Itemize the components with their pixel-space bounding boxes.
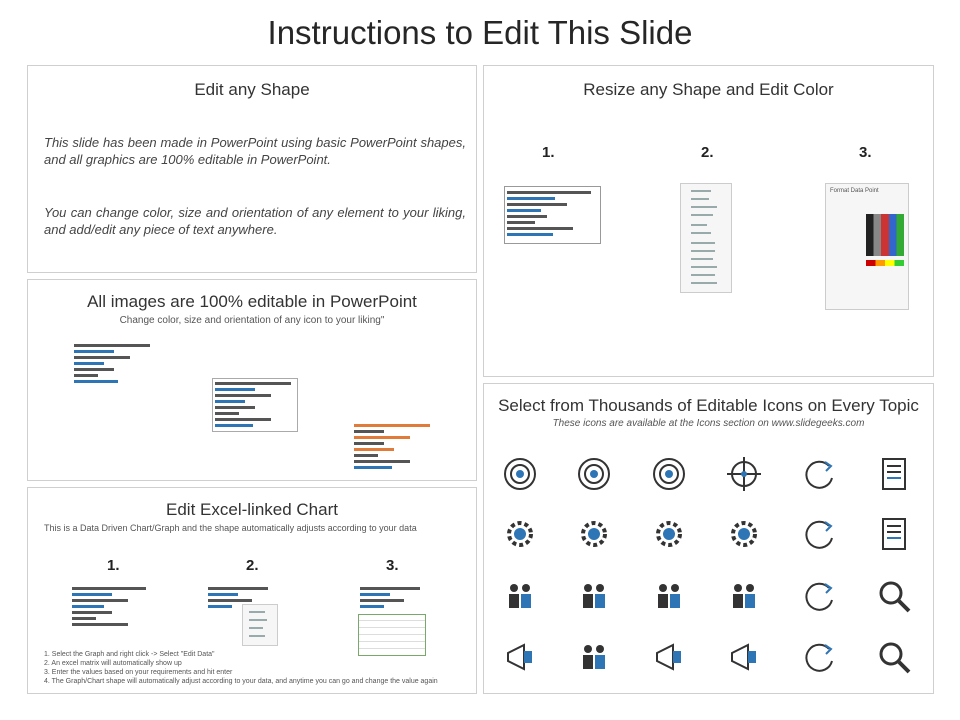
bar [507,203,567,206]
gear-icon [500,514,540,554]
dart-target-icon [574,454,614,494]
excel-title: Edit Excel-linked Chart [166,500,338,519]
resize-step-2: 2. [701,144,714,161]
sync-arrows-icon [799,576,839,616]
megaphone-icon [500,637,540,677]
excel-note-4: 4. The Graph/Chart shape will automatically adjust according to your data, and anytime you can go and change the value again [44,678,438,685]
customer-support-icon [574,637,614,677]
excel-spreadsheet[interactable] [358,614,426,656]
excel-note-1: 1. Select the Graph and right click -> Select "Edit Data" [44,651,215,658]
rotate-arrow-icon [799,454,839,494]
refresh-icon [799,514,839,554]
bar [507,209,541,212]
gear-target-icon [574,514,614,554]
magnifier-icon [874,576,914,616]
resize-step-3: 3. [859,144,872,161]
resize-title: Resize any Shape and Edit Color [583,80,834,99]
gears-icon [724,514,764,554]
icons-title: Select from Thousands of Editable Icons on Every Topic [498,396,919,415]
edit-data-menu[interactable] [242,604,278,646]
bar [507,215,547,218]
bar [507,197,555,200]
team-leader-icon [500,576,540,616]
presentation-team-icon [574,576,614,616]
archery-target-icon [649,454,689,494]
bar [507,227,573,230]
icons-panel [483,383,934,694]
group-icon [649,576,689,616]
excel-subtitle: This is a Data Driven Chart/Graph and the shape automatically adjusts according to your data [44,523,417,533]
edit-shape-title: Edit any Shape [194,80,310,99]
sample-chart-2[interactable] [212,378,298,432]
edit-shape-panel [27,65,477,273]
analysis-icon [874,637,914,677]
excel-chart-1[interactable] [72,585,158,631]
edit-shape-para1: This slide has been made in PowerPoint using basic PowerPoint shapes, and all graphics are 100% editable in PowerPoint. [44,135,466,167]
images-subtitle: Change color, size and orientation of any icon to your liking" [119,315,385,326]
resize-chart-selected[interactable] [504,186,601,244]
discount-megaphone-icon [724,637,764,677]
resize-panel [483,65,934,377]
icons-subtitle: These icons are available at the Icons section on www.slidegeeks.com [552,418,865,429]
edit-shape-para2: You can change color, size and orientation of any element to your liking, and add/edit any piece of text anywhere. [44,205,466,237]
resize-step-1: 1. [542,144,555,161]
excel-step-1: 1. [107,557,120,574]
excel-note-3: 3. Enter the values based on your requirements and hit enter [44,669,233,676]
images-title: All images are 100% editable in PowerPoint [87,292,417,311]
loudspeaker-icon [649,637,689,677]
bar [507,191,591,194]
task-list-icon [874,514,914,554]
excel-step-3: 3. [386,557,399,574]
excel-note-2: 2. An excel matrix will automatically show up [44,660,182,667]
sample-chart-1[interactable] [74,342,154,388]
format-data-point-pane[interactable] [825,183,909,310]
page-title: Instructions to Edit This Slide [267,14,693,51]
context-menu[interactable] [680,183,732,293]
excel-panel [27,487,477,694]
gear-check-icon [649,514,689,554]
checklist-icon [874,454,914,494]
sample-chart-3[interactable] [354,422,434,468]
excel-step-2: 2. [246,557,259,574]
cycle-arrows-icon [799,637,839,677]
bar [507,221,535,224]
team-network-icon [724,576,764,616]
bar [507,233,553,236]
format-pane-title: Format Data Point [830,188,879,194]
crosshair-icon [724,454,764,494]
images-panel [27,279,477,481]
target-icon [500,454,540,494]
